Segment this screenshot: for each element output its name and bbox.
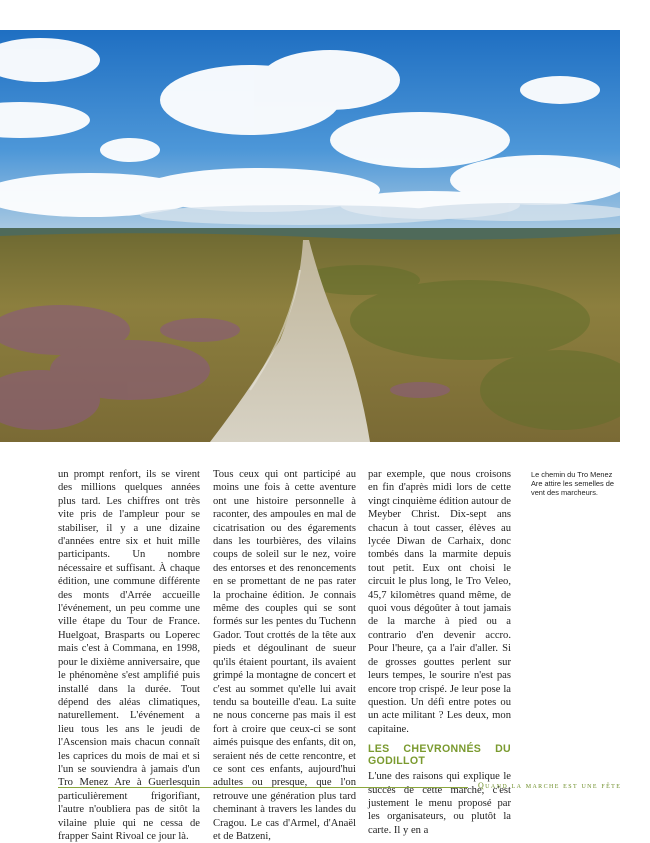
landscape-photo (0, 30, 620, 442)
column-3-paragraph-2: L'une des raisons qui explique le succès de cette marche, c'est justement le menu proposé par les organisateurs, ou plutôt la carte. Il y en a (368, 771, 511, 836)
footer-rule (58, 787, 468, 788)
column-3-paragraph-1: par exemple, que nous croisons en fin d'après midi lors de cette vingt cinquième édition autour de Meyber Christ. Dix-sept ans chacun à tout casser, élèves au lycée Diwan de Carhaix, donc tombés dans la marmite depuis tout petit. Eux ont choisi le circuit le plus long, le Tro Veleo, 45,7 kilomètres quand même, de quoi vous dégoûter à tout jamais de la marche à pied ou a contrario d'en devenir accro. Pour l'heure, ça a l'air d'aller. Si de grosses gouttes perlent sur leurs tempes, le sourire n'est pas encore trop crispé. Je leur pose la question. Un défi entre potes ou un acte militant ? Les deux, mon capitaine. (368, 469, 511, 735)
photo-caption: Le chemin du Tro Menez Are attire les semelles de vent des marcheurs. (531, 470, 614, 498)
section-heading: LES CHEVRONNÉS DU GODILLOT (368, 743, 511, 767)
column-1-text: un prompt renfort, ils se virent des millions quelques années plus tard. Les chiffres ont très vite pris de l'ampleur pour se stabiliser, il y a une dizaine d'années entre six et huit mille participants. Un nombre nécessaire et suffisant. À chaque édition, une commune différente des monts d'Arrée accueille l'événement, un peu comme une ville étape du Tour de France. Huelgoat, Brasparts ou Loperec mais c'est à Commana, en 1998, pour le dixième anniversaire, que le phénomène s'est amplifié puis installé dans la durée. Tout dépend des aléas climatiques, naturellement. L'événement a lieu tous les ans le jeudi de l'Ascension mais chacun connaît les caprices du mois de mai et si l'un se souviendra à jamais d'un Tro Menez Are à Guerlesquin particulièrement frigorifiant, l'autre n'oubliera pas de sitôt la vilaine pluie qui ne cessa de frapper Saint Rivoal ce jour là. (58, 469, 200, 842)
column-2-text: Tous ceux qui ont participé au moins une fois à cette aventure ont une histoire personnelle à raconter, des ampoules en mal de cicatrisation ou des égarements dans les tourbières, des vilains coups de soleil sur le nez, voire des entorses et des renoncements en se promettant de ne pas rater la prochaine édition. Je connais même des couples qui se sont formés sur les pentes du Tuchenn Gador. Tout crottés de la tête aux pieds et dégoulinant de sueur qu'ils étaient pourtant, ils avaient grimpé la montagne de concert et c'est au sommet qu'elle lui avait tendu sa bouteille d'eau. La suite ne nous concerne pas mais il est fort à croire que ceux-ci se sont aimés puisque des enfants, dit on, seraient nés de cette rencontre, et ce sont ces enfants, aujourd'hui adultes ou presque, que l'on retrouve une génération plus tard cheminant à travers les landes du Cragou. Le cas d'Armel, d'Anaël et de Batzeni, (213, 469, 356, 842)
moorland-path-image (0, 30, 620, 442)
running-footer: Quand la marche est une fête (478, 781, 622, 790)
